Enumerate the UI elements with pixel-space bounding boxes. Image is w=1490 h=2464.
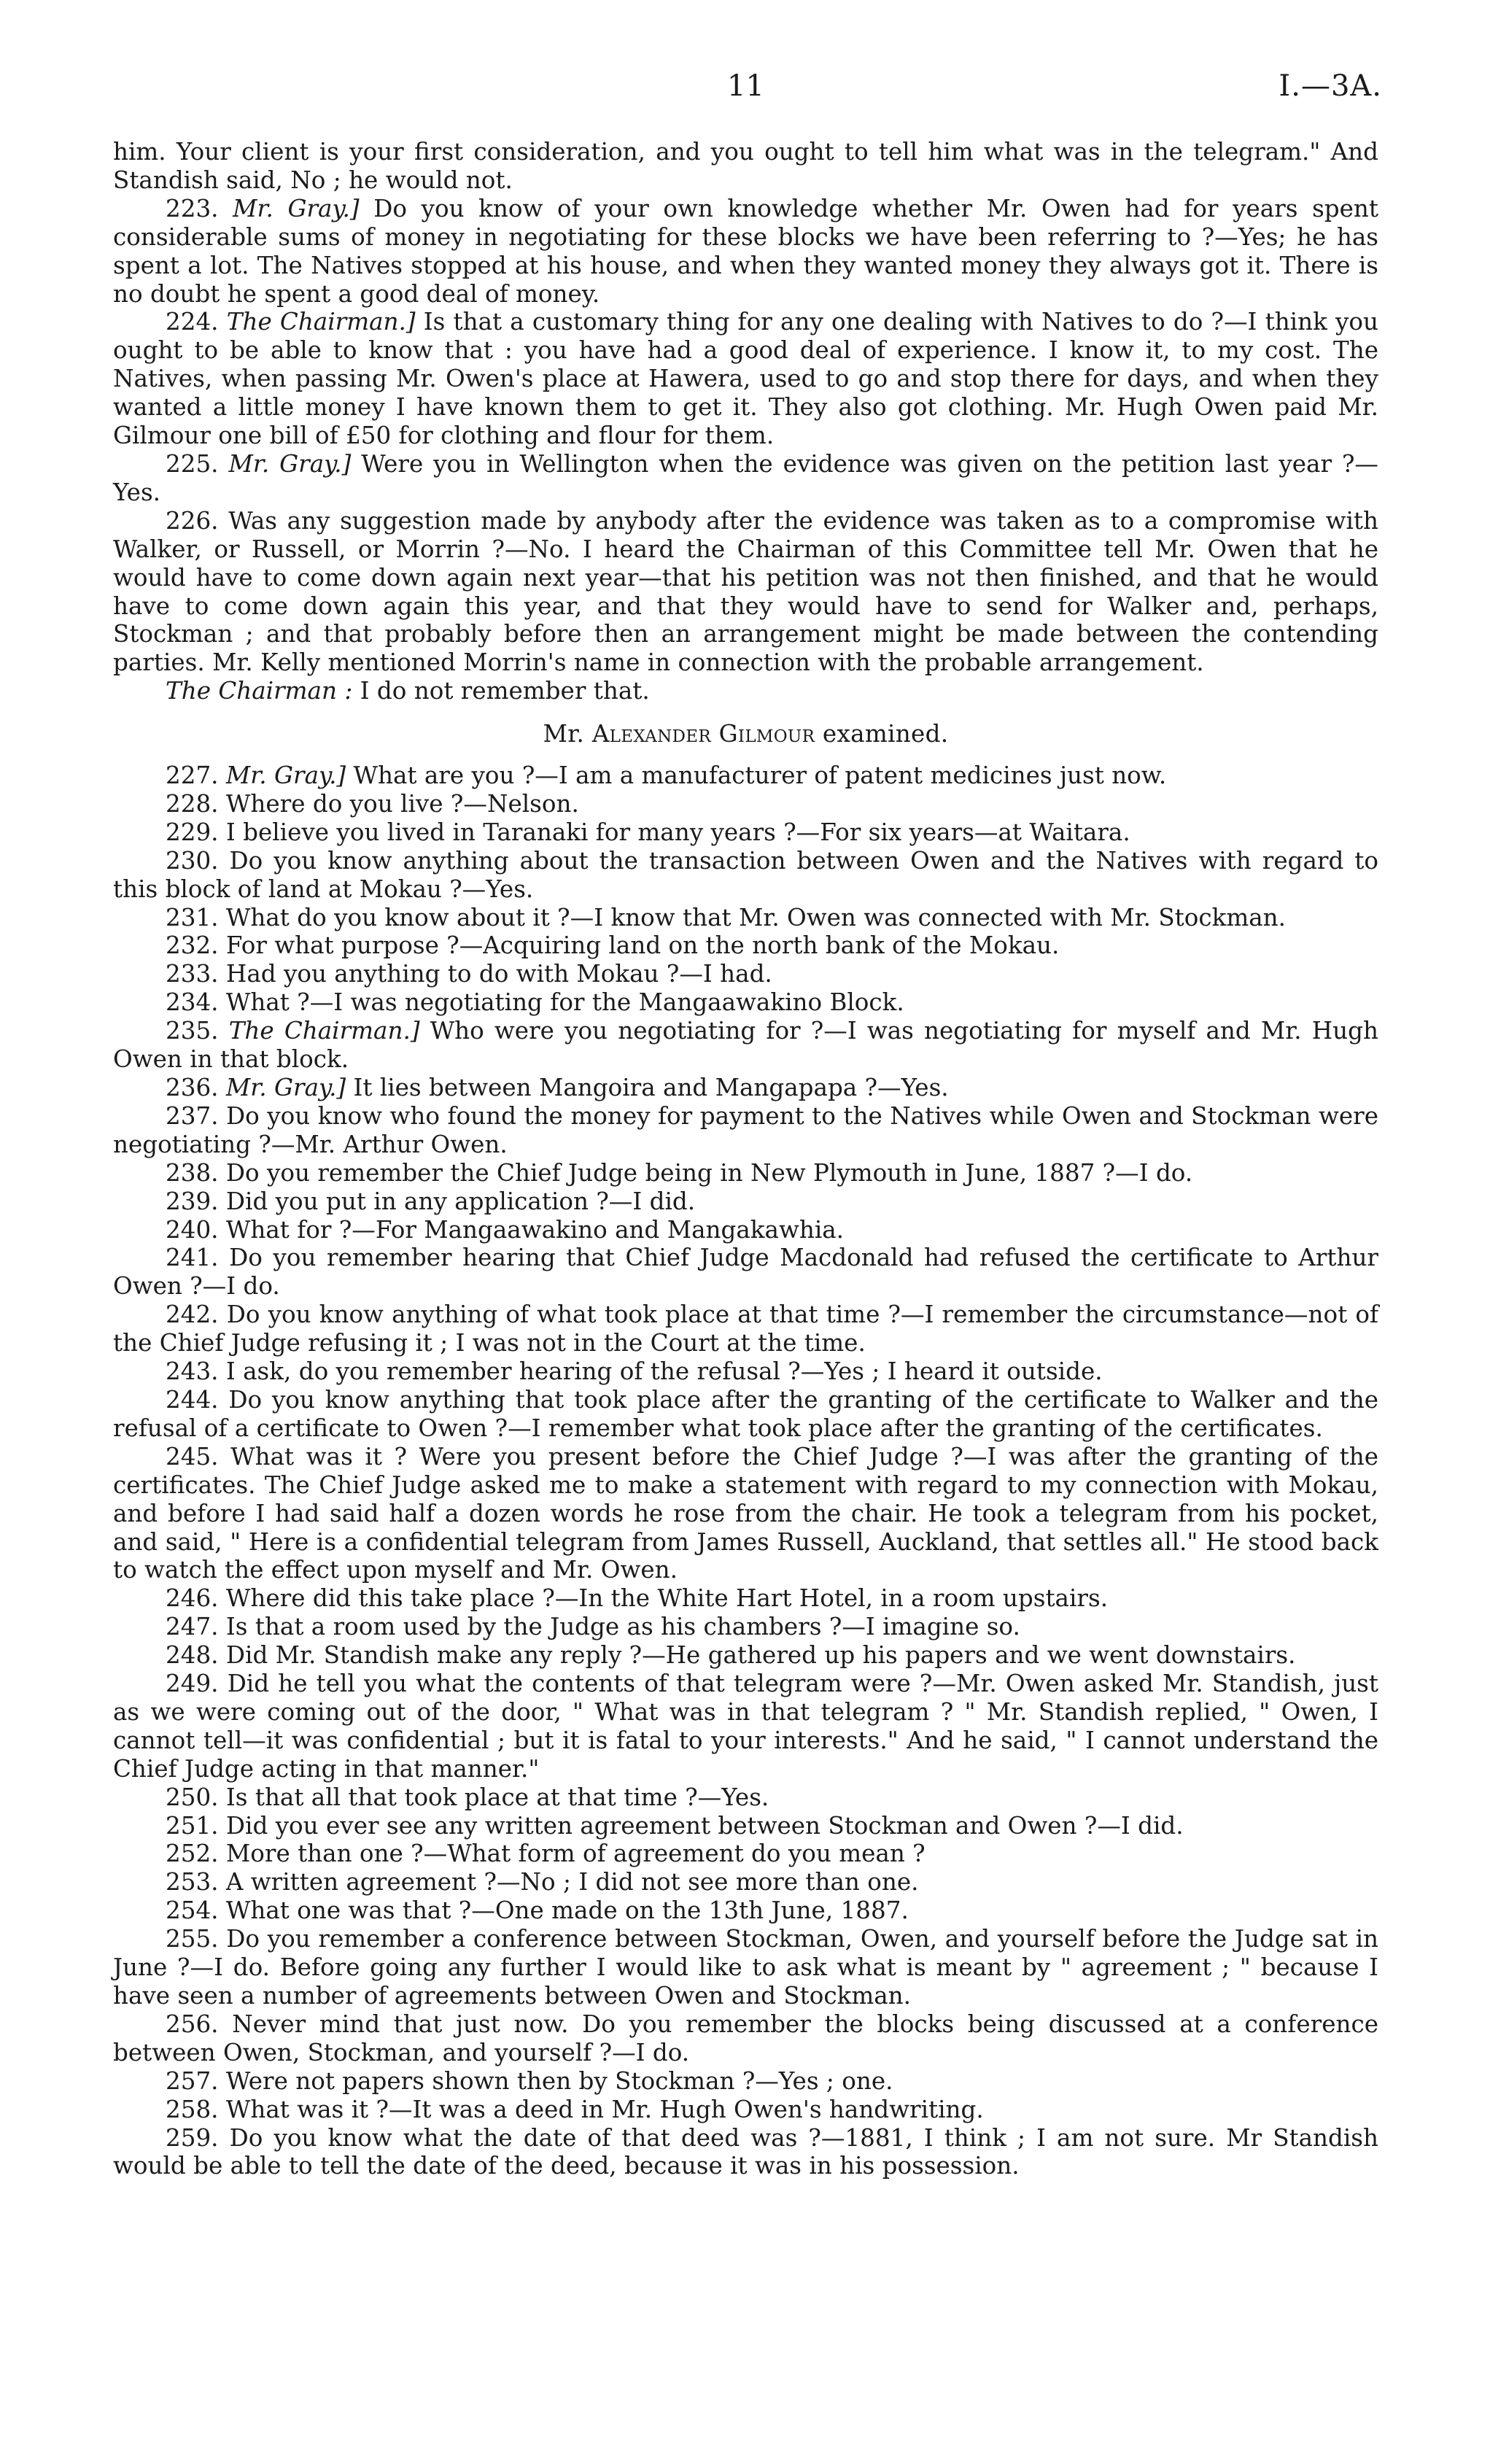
question-number: 229. — [166, 818, 219, 846]
testimony-text: Did Mr. Standish make any reply ?—He gathered up his papers and we went downstairs. — [225, 1641, 1296, 1670]
evidence-paragraph-231 — [113, 904, 1378, 932]
question-number: 245. — [166, 1442, 219, 1471]
question-number: 239. — [166, 1187, 219, 1215]
testimony-text: Do you know what the date of that deed was ?—1881, I think ; I am not sure. Mr Standish would be able to tell the date of the deed, because it was in his possession. — [113, 2123, 1378, 2180]
testimony-text: Do you know anything that took place after the granting of the certificate to Walker and the refusal of a certificate to Owen ?—I remember what took place after the granting of the certificates. — [113, 1385, 1379, 1442]
testimony-text: What do you know about it ?—I know that Mr. Owen was connected with Mr. Stockman. — [225, 903, 1287, 931]
evidence-paragraph-226 — [113, 507, 1378, 677]
question-number: 253. — [166, 1868, 219, 1897]
document-reference: I.—3A. — [1278, 69, 1382, 103]
evidence-paragraph-224 — [113, 308, 1378, 450]
question-number: 255. — [166, 1925, 219, 1953]
evidence-paragraph-230 — [113, 847, 1378, 904]
speaker-label: The Chairman.] — [228, 1017, 420, 1045]
speaker-label: The Chairman.] — [226, 308, 416, 336]
evidence-section-2 — [113, 762, 1378, 2180]
evidence-paragraph-259 — [113, 2124, 1378, 2181]
testimony-text: Do you know anything about the transaction between Owen and the Natives with regard to this block of land at Mokau ?—Yes. — [113, 846, 1378, 903]
question-number: 259. — [166, 2123, 219, 2152]
testimony-text: Did he tell you what the contents of that telegram were ?—Mr. Owen asked Mr. Standish, just as we were coming out of the door, " What was in that telegram ? " Mr. Standish replied, " Owen, I cannot tell—it was confidential ; but it is fatal to your interests." And he said, " I cannot understand the Chief Judge acting in that manner." — [113, 1670, 1378, 1783]
witness-heading — [113, 720, 1378, 748]
speaker-label: Mr. Gray.] — [233, 194, 360, 222]
testimony-text: What for ?—For Mangaawakino and Mangakawhia. — [225, 1215, 845, 1244]
testimony-text: Were you in Wellington when the evidence was given on the petition last year ?—Yes. — [113, 449, 1378, 506]
evidence-paragraph-247 — [113, 1613, 1378, 1641]
evidence-section-1 — [113, 195, 1378, 705]
page-header — [113, 69, 1382, 115]
page-body — [113, 138, 1378, 2180]
question-number: 250. — [166, 1783, 219, 1811]
testimony-text: Where do you live ?—Nelson. — [225, 789, 579, 818]
testimony-text: A written agreement ?—No ; I did not see more than one. — [225, 1868, 919, 1897]
question-number: 256. — [166, 2010, 219, 2038]
speaker-label: Mr. Gray.] — [225, 762, 346, 790]
evidence-paragraph-250 — [113, 1783, 1378, 1812]
evidence-paragraph-254 — [113, 1897, 1378, 1925]
evidence-paragraph-237 — [113, 1102, 1378, 1159]
evidence-paragraph-243 — [113, 1357, 1378, 1386]
question-number: 252. — [166, 1840, 219, 1868]
testimony-text: Is that all that took place at that time ?—Yes. — [225, 1783, 769, 1811]
testimony-text: For what purpose ?—Acquiring land on the north bank of the Mokau. — [225, 931, 1060, 960]
speaker-label: Mr. Gray.] — [225, 1074, 346, 1101]
testimony-text: Were not papers shown then by Stockman ?—Yes ; one. — [225, 2066, 893, 2095]
evidence-paragraph-242 — [113, 1301, 1378, 1357]
question-number: 226. — [166, 506, 219, 535]
evidence-paragraph-255 — [113, 1925, 1378, 2010]
evidence-paragraph-241 — [113, 1244, 1378, 1301]
document-page — [113, 69, 1382, 2180]
testimony-text: Do you remember a conference between Stockman, Owen, and yourself before the Judge sat in June ?—I do. Before going any further I would like to ask what is meant by " agreement ; " because I have seen a number of agreements between Owen and Stockman. — [113, 1925, 1379, 2010]
question-number: 228. — [166, 789, 219, 818]
evidence-paragraph-256 — [113, 2010, 1378, 2067]
question-number: 247. — [166, 1613, 219, 1641]
testimony-text: It lies between Mangoira and Mangapapa ?—Yes. — [353, 1074, 949, 1101]
question-number: 251. — [166, 1811, 219, 1840]
evidence-paragraph-228 — [113, 790, 1378, 818]
evidence-paragraph-248 — [113, 1641, 1378, 1670]
question-number: 224. — [166, 308, 219, 336]
evidence-paragraph-236 — [113, 1074, 1378, 1102]
testimony-text: What ?—I was negotiating for the Mangaawakino Block. — [225, 988, 904, 1017]
evidence-paragraph-232 — [113, 931, 1378, 960]
speaker-label: The Chairman : — [166, 677, 353, 705]
testimony-text: Do you know who found the money for payment to the Natives while Owen and Stockman were negotiating ?—Mr. Arthur Owen. — [113, 1101, 1378, 1158]
question-number: 254. — [166, 1897, 219, 1925]
evidence-paragraph-229 — [113, 818, 1378, 847]
question-number: 240. — [166, 1215, 219, 1244]
question-number: 242. — [166, 1301, 219, 1329]
witness-name: Alexander Gilmour — [591, 720, 815, 748]
evidence-paragraph-244 — [113, 1386, 1378, 1443]
question-number: 230. — [166, 846, 219, 875]
question-number: 244. — [166, 1385, 219, 1414]
page-number: 11 — [727, 69, 764, 103]
testimony-text: Do you remember hearing that Chief Judge Macdonald had refused the certificate to Arthur Owen ?—I do. — [113, 1244, 1379, 1301]
question-number: 233. — [166, 960, 219, 988]
evidence-paragraph-251 — [113, 1812, 1378, 1840]
testimony-text: Had you anything to do with Mokau ?—I had. — [225, 960, 772, 988]
witness-suffix: examined. — [822, 720, 949, 748]
evidence-paragraph-245 — [113, 1443, 1378, 1585]
evidence-paragraph-227 — [113, 762, 1378, 790]
evidence-paragraph-246 — [113, 1584, 1378, 1613]
question-number: 248. — [166, 1641, 219, 1670]
evidence-paragraph-235 — [113, 1017, 1378, 1074]
evidence-paragraph-223 — [113, 195, 1378, 309]
evidence-paragraph-239 — [113, 1188, 1378, 1216]
question-number: 257. — [166, 2066, 219, 2095]
testimony-text: Was any suggestion made by anybody after the evidence was taken as to a compromise with Walker, or Russell, or Morrin ?—No. I heard the Chairman of this Committee tell Mr. Owen that he would have to come down again next year—that his petition was not then finished, and that he would have to come down again this year, and that they would have to send for Walker and, perhaps, Stockman ; and that probably before then an arrangement might be made between the contending parties. Mr. Kelly mentioned Morrin's name in connection with the probable arrangement. — [113, 506, 1379, 677]
question-number: 232. — [166, 931, 219, 960]
evidence-remark — [113, 677, 1378, 705]
testimony-text: Do you know anything of what took place at that time ?—I remember the circumstance—not of the Chief Judge refusing it ; I was not in the Court at the time. — [113, 1301, 1378, 1357]
opening-paragraph: him. Your client is your first consideration, and you ought to tell him what was in the telegram." And Standish said, No ; he would not. — [113, 138, 1378, 194]
question-number: 249. — [166, 1670, 219, 1698]
evidence-paragraph-249 — [113, 1670, 1378, 1783]
testimony-text: Did you put in any application ?—I did. — [225, 1187, 696, 1215]
testimony-text: Do you remember the Chief Judge being in New Plymouth in June, 1887 ?—I do. — [225, 1158, 1193, 1187]
evidence-paragraph-252 — [113, 1840, 1378, 1868]
testimony-text: More than one ?—What form of agreement do you mean ? — [225, 1840, 926, 1868]
question-number: 227. — [166, 762, 219, 790]
testimony-text: What was it ? Were you present before the Chief Judge ?—I was after the granting of the certificates. The Chief Judge asked me to make a statement with regard to my connection with Mokau, and before I had said half a dozen words he rose from the chair. He took a telegram from his pocket, and said, " Here is a confidential telegram from James Russell, Auckland, that settles all." He stood back to watch the effect upon myself and Mr. Owen. — [113, 1442, 1378, 1584]
question-number: 234. — [166, 988, 219, 1017]
evidence-paragraph-240 — [113, 1216, 1378, 1244]
question-number: 241. — [166, 1244, 219, 1272]
question-number: 258. — [166, 2095, 219, 2123]
testimony-text: I believe you lived in Taranaki for many years ?—For six years—at Waitara. — [225, 818, 1130, 846]
testimony-text: What are you ?—I am a manufacturer of patent medicines just now. — [353, 762, 1167, 790]
testimony-text: Is that a room used by the Judge as his chambers ?—I imagine so. — [225, 1613, 1020, 1641]
testimony-text: Where did this take place ?—In the White Hart Hotel, in a room upstairs. — [225, 1584, 1109, 1613]
question-number: 236. — [166, 1074, 219, 1101]
testimony-text: What was it ?—It was a deed in Mr. Hugh Owen's handwriting. — [225, 2095, 984, 2123]
question-number: 225. — [166, 449, 219, 478]
question-number: 237. — [166, 1101, 219, 1130]
witness-prefix: Mr. — [543, 720, 585, 748]
testimony-text: I ask, do you remember hearing of the refusal ?—Yes ; I heard it outside. — [225, 1357, 1103, 1386]
evidence-paragraph-258 — [113, 2096, 1378, 2124]
evidence-paragraph-234 — [113, 988, 1378, 1017]
testimony-text: Who were you negotiating for ?—I was negotiating for myself and Mr. Hugh Owen in that block. — [113, 1017, 1378, 1074]
testimony-text: Never mind that just now. Do you remember the blocks being discussed at a conference between Owen, Stockman, and yourself ?—I do. — [113, 2010, 1378, 2066]
question-number: 243. — [166, 1357, 219, 1386]
speaker-label: Mr. Gray.] — [228, 449, 352, 478]
testimony-text: Do you know of your own knowledge whether Mr. Owen had for years spent considerable sums of money in negotiating for these blocks we have been referring to ?—Yes; he has spent a lot. The Natives stopped at his house, and when they wanted money they always got it. There is no doubt he spent a good deal of money. — [113, 194, 1379, 308]
question-number: 235. — [166, 1017, 219, 1045]
evidence-paragraph-233 — [113, 960, 1378, 988]
testimony-text: What one was that ?—One made on the 13th June, 1887. — [225, 1897, 909, 1925]
question-number: 223. — [166, 194, 219, 222]
evidence-paragraph-257 — [113, 2067, 1378, 2096]
testimony-text: Did you ever see any written agreement between Stockman and Owen ?—I did. — [225, 1811, 1184, 1840]
question-number: 231. — [166, 903, 219, 931]
testimony-text: Is that a customary thing for any one dealing with Natives to do ?—I think you ought to be able to know that : you have had a good deal of experience. I know it, to my cost. The Natives, when passing Mr. Owen's place at Hawera, used to go and stop there for days, and when they wanted a little money I have known them to get it. They also got clothing. Mr. Hugh Owen paid Mr. Gilmour one bill of £50 for clothing and flour for them. — [113, 308, 1379, 450]
evidence-paragraph-238 — [113, 1159, 1378, 1188]
question-number: 246. — [166, 1584, 219, 1613]
evidence-paragraph-225 — [113, 450, 1378, 507]
question-number: 238. — [166, 1158, 219, 1187]
evidence-paragraph-253 — [113, 1868, 1378, 1897]
testimony-text: I do not remember that. — [360, 677, 650, 705]
